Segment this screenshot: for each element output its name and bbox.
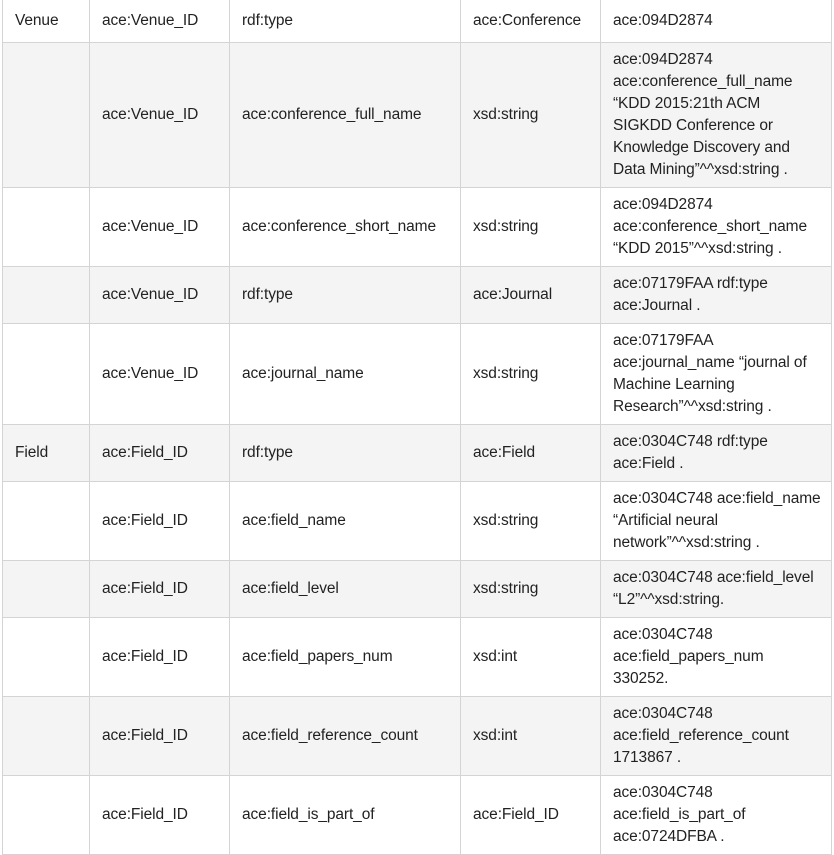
- object-cell: xsd:int: [461, 697, 601, 776]
- subject-cell: ace:Venue_ID: [90, 267, 230, 324]
- table-row: [3, 43, 832, 188]
- table-row: [3, 324, 832, 425]
- entity-cell: [3, 618, 90, 697]
- entity-cell: [3, 324, 90, 425]
- predicate-cell: ace:field_papers_num: [230, 618, 461, 697]
- entity-cell: [3, 43, 90, 188]
- entity-cell: [3, 561, 90, 618]
- predicate-cell: rdf:type: [230, 0, 461, 43]
- example-cell: ace:07179FAA rdf:type ace:Journal .: [601, 267, 832, 324]
- entity-cell: Field: [3, 425, 90, 482]
- subject-cell: ace:Venue_ID: [90, 188, 230, 267]
- example-cell: ace:094D2874 ace:conference_short_name “KDD 2015”^^xsd:string .: [601, 188, 832, 267]
- table-row: [3, 697, 832, 776]
- object-cell: ace:Journal: [461, 267, 601, 324]
- entity-cell: [3, 482, 90, 561]
- predicate-cell: ace:journal_name: [230, 324, 461, 425]
- subject-cell: ace:Field_ID: [90, 482, 230, 561]
- predicate-cell: ace:field_is_part_of: [230, 776, 461, 855]
- example-cell: ace:0304C748 ace:field_name “Artificial neural network”^^xsd:string .: [601, 482, 832, 561]
- entity-cell: [3, 267, 90, 324]
- schema-table: [2, 0, 832, 855]
- subject-cell: ace:Field_ID: [90, 425, 230, 482]
- example-cell: ace:0304C748 ace:field_reference_count 1713867 .: [601, 697, 832, 776]
- object-cell: xsd:string: [461, 324, 601, 425]
- example-cell: ace:0304C748 ace:field_papers_num 330252.: [601, 618, 832, 697]
- example-cell: ace:0304C748 ace:field_is_part_of ace:0724DFBA .: [601, 776, 832, 855]
- table-row: [3, 188, 832, 267]
- object-cell: ace:Field_ID: [461, 776, 601, 855]
- object-cell: xsd:string: [461, 43, 601, 188]
- subject-cell: ace:Field_ID: [90, 697, 230, 776]
- subject-cell: ace:Venue_ID: [90, 0, 230, 43]
- table-row: [3, 618, 832, 697]
- predicate-cell: ace:field_name: [230, 482, 461, 561]
- table-row: [3, 561, 832, 618]
- example-cell: ace:0304C748 ace:field_level “L2”^^xsd:string.: [601, 561, 832, 618]
- example-cell: ace:07179FAA ace:journal_name “journal of Machine Learning Research”^^xsd:string .: [601, 324, 832, 425]
- predicate-cell: ace:field_level: [230, 561, 461, 618]
- predicate-cell: rdf:type: [230, 267, 461, 324]
- predicate-cell: ace:conference_short_name: [230, 188, 461, 267]
- example-cell: ace:0304C748 rdf:type ace:Field .: [601, 425, 832, 482]
- table-row: [3, 267, 832, 324]
- entity-cell: [3, 697, 90, 776]
- predicate-cell: rdf:type: [230, 425, 461, 482]
- example-cell: ace:094D2874: [601, 0, 832, 43]
- table-row: [3, 425, 832, 482]
- subject-cell: ace:Field_ID: [90, 561, 230, 618]
- entity-cell: [3, 188, 90, 267]
- object-cell: xsd:string: [461, 482, 601, 561]
- object-cell: xsd:string: [461, 188, 601, 267]
- object-cell: ace:Conference: [461, 0, 601, 43]
- subject-cell: ace:Venue_ID: [90, 324, 230, 425]
- subject-cell: ace:Field_ID: [90, 776, 230, 855]
- object-cell: xsd:int: [461, 618, 601, 697]
- entity-cell: Venue: [3, 0, 90, 43]
- predicate-cell: ace:conference_full_name: [230, 43, 461, 188]
- predicate-cell: ace:field_reference_count: [230, 697, 461, 776]
- subject-cell: ace:Field_ID: [90, 618, 230, 697]
- object-cell: xsd:string: [461, 561, 601, 618]
- subject-cell: ace:Venue_ID: [90, 43, 230, 188]
- object-cell: ace:Field: [461, 425, 601, 482]
- table-row: [3, 482, 832, 561]
- example-cell: ace:094D2874 ace:conference_full_name “KDD 2015:21th ACM SIGKDD Conference or Knowledge Discovery and Data Mining”^^xsd:string .: [601, 43, 832, 188]
- table-row: [3, 776, 832, 855]
- table-row: [3, 0, 832, 43]
- entity-cell: [3, 776, 90, 855]
